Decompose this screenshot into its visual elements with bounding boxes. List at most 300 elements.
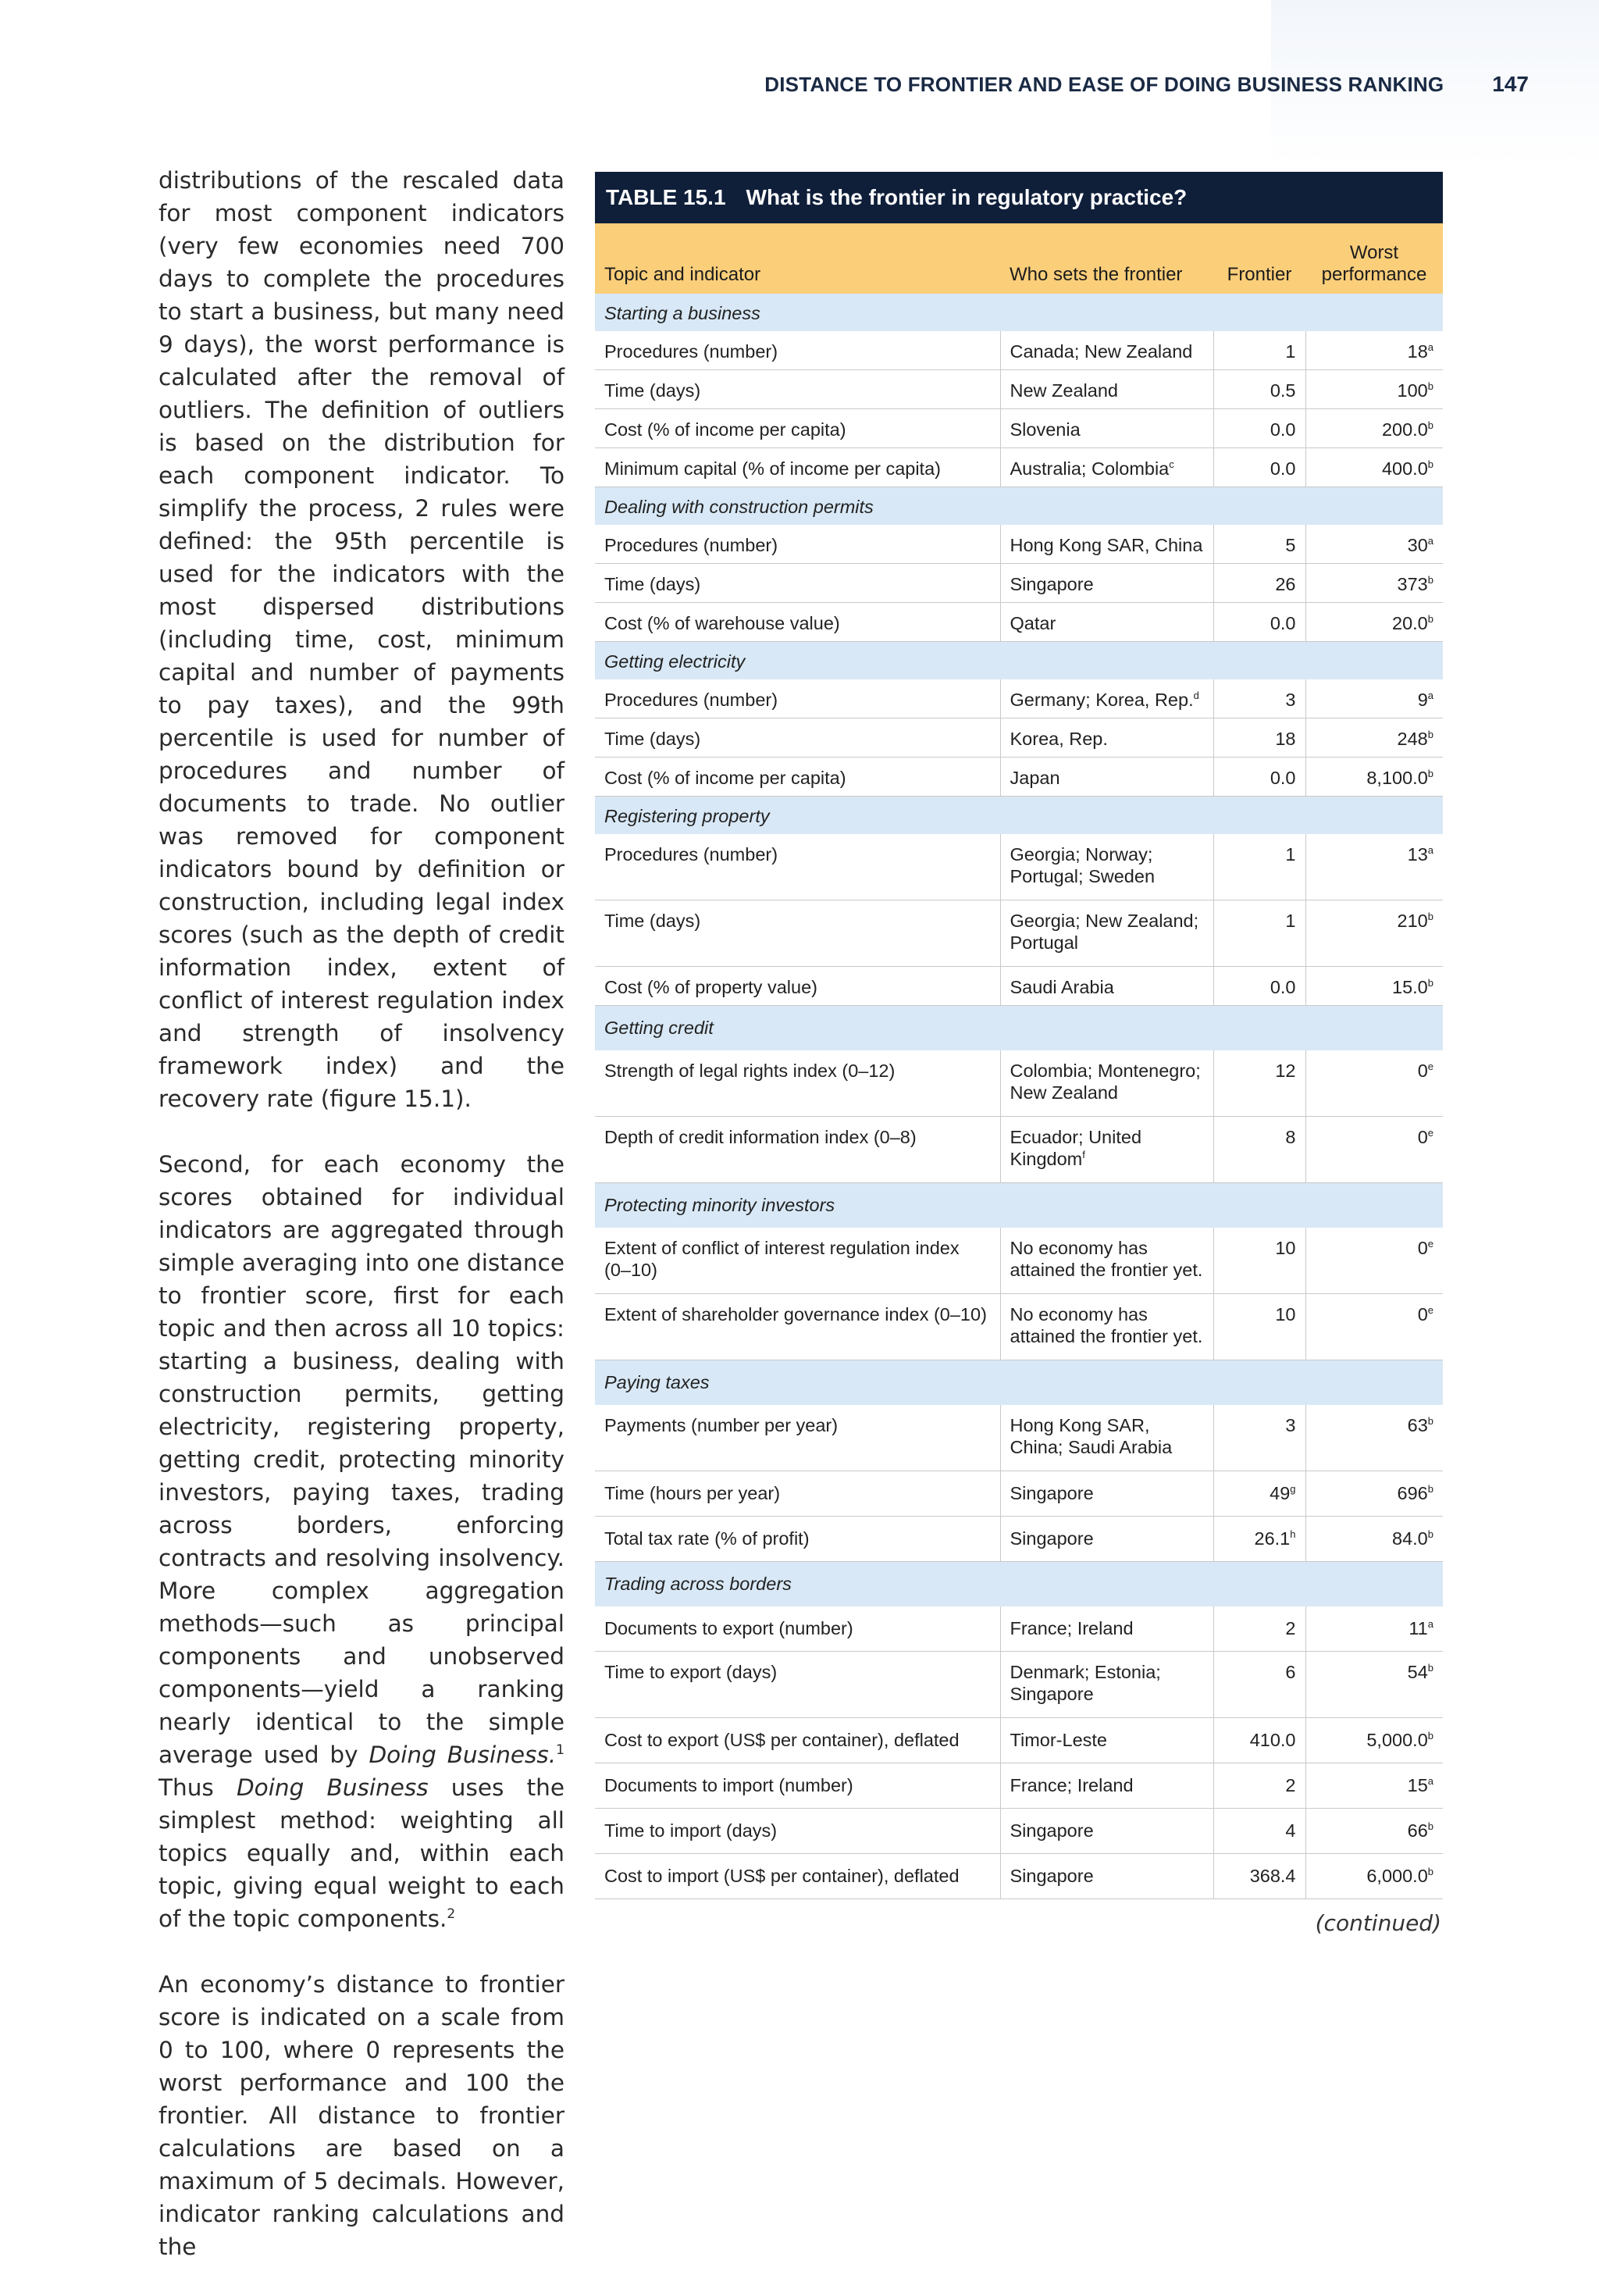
frontier-setter-cell-value: France; Ireland — [1010, 1775, 1134, 1795]
frontier-setter-cell-value: Colombia; Montenegro; New Zealand — [1010, 1061, 1201, 1103]
frontier-setter-cell — [1000, 1117, 1213, 1183]
frontier-value-cell-value: 0.0 — [1270, 613, 1296, 633]
indicator-cell-value: Cost (% of income per capita) — [604, 768, 846, 788]
indicator-cell — [595, 331, 1000, 370]
frontier-value-cell — [1213, 448, 1305, 487]
indicator-cell — [595, 1471, 1000, 1517]
frontier-setter-cell-value: Canada; New Zealand — [1010, 341, 1193, 362]
indicator-cell-value: Depth of credit information index (0–8) — [604, 1127, 917, 1147]
frontier-value-cell-value: 10 — [1275, 1304, 1296, 1324]
frontier-setter-cell — [1000, 679, 1213, 718]
frontier-value-cell — [1213, 834, 1305, 900]
frontier-value-cell — [1213, 758, 1305, 797]
table-row — [595, 1294, 1443, 1360]
worst-performance-cell — [1305, 718, 1443, 758]
indicator-cell-value: Extent of shareholder governance index (0–10) — [604, 1304, 987, 1324]
worst-performance-cell — [1305, 1050, 1443, 1117]
worst-performance-cell — [1305, 1294, 1443, 1360]
worst-performance-cell — [1305, 1471, 1443, 1517]
frontier-value-cell — [1213, 1854, 1305, 1899]
header-worst — [1305, 223, 1443, 294]
table-row — [595, 603, 1443, 642]
section-title: Paying taxes — [595, 1360, 1443, 1406]
footnote-marker: a — [1427, 844, 1433, 857]
worst-performance-cell — [1305, 409, 1443, 448]
frontier-value-cell — [1213, 1517, 1305, 1562]
frontier-value-cell — [1213, 900, 1305, 967]
frontier-value-cell — [1213, 718, 1305, 758]
table-row — [595, 1718, 1443, 1763]
worst-performance-cell-value: 200.0 — [1381, 419, 1428, 440]
worst-performance-cell-value: 8,100.0 — [1366, 768, 1428, 788]
frontier-setter-cell-value: Korea, Rep. — [1010, 729, 1108, 749]
worst-performance-cell-value: 210 — [1397, 911, 1428, 931]
footnote-marker: b — [1427, 1528, 1433, 1541]
indicator-cell — [595, 603, 1000, 642]
frontier-setter-cell — [1000, 1050, 1213, 1117]
worst-performance-cell — [1305, 1228, 1443, 1294]
table-title: What is the frontier in regulatory practice? — [746, 185, 1188, 209]
indicator-cell-value: Time to import (days) — [604, 1820, 778, 1841]
body-paragraph-3: An economy’s distance to frontier score is indicated on a scale from 0 to 100, where 0 represents the worst performance and 100 the frontier. All distance to frontier calculations are based on a maximum of 5 decimals. However, indicator ranking calculations and the — [158, 1971, 564, 2260]
table-row — [595, 718, 1443, 758]
frontier-setter-cell — [1000, 1763, 1213, 1809]
indicator-cell-value: Time (days) — [604, 574, 701, 594]
indicator-cell — [595, 1517, 1000, 1562]
worst-performance-cell-value: 9 — [1417, 690, 1428, 710]
worst-performance-cell-value: 0 — [1417, 1238, 1428, 1258]
frontier-setter-cell — [1000, 603, 1213, 642]
header-who: Who sets the frontier — [1000, 223, 1213, 294]
worst-performance-cell-value: 0 — [1417, 1061, 1428, 1081]
worst-performance-cell-value: 400.0 — [1381, 458, 1428, 479]
frontier-value-cell-value: 0.0 — [1270, 977, 1296, 997]
section-row — [595, 294, 1443, 331]
frontier-value-cell — [1213, 1294, 1305, 1360]
worst-performance-cell-value: 696 — [1397, 1483, 1428, 1503]
table-header-row — [595, 223, 1443, 294]
section-row — [595, 1183, 1443, 1228]
worst-performance-cell — [1305, 758, 1443, 797]
footnote-marker: f — [1082, 1149, 1085, 1161]
frontier-value-cell — [1213, 1471, 1305, 1517]
worst-performance-cell-value: 63 — [1407, 1415, 1428, 1435]
frontier-value-cell — [1213, 1050, 1305, 1117]
frontier-setter-cell — [1000, 409, 1213, 448]
table-row — [595, 409, 1443, 448]
footnote-marker: b — [1427, 613, 1433, 626]
worst-performance-cell — [1305, 1517, 1443, 1562]
indicator-cell — [595, 564, 1000, 603]
frontier-setter-cell — [1000, 1294, 1213, 1360]
frontier-setter-cell-value: Ecuador; United Kingdom — [1010, 1127, 1142, 1169]
frontier-setter-cell-value: Slovenia — [1010, 419, 1081, 440]
frontier-value-cell — [1213, 564, 1305, 603]
indicator-cell-value: Cost (% of income per capita) — [604, 419, 846, 440]
worst-performance-cell-value: 100 — [1397, 380, 1428, 401]
header-worst-line2: performance — [1321, 264, 1427, 285]
section-row — [595, 797, 1443, 835]
section-title: Trading across borders — [595, 1562, 1443, 1607]
section-title: Getting electricity — [595, 642, 1443, 680]
body-paragraph-2 — [158, 1148, 564, 1935]
frontier-setter-cell — [1000, 834, 1213, 900]
footnote-marker: c — [1169, 458, 1174, 471]
frontier-value-cell-value: 5 — [1285, 535, 1296, 555]
table-row — [595, 758, 1443, 797]
worst-performance-cell — [1305, 1809, 1443, 1854]
frontier-setter-cell-value: Saudi Arabia — [1010, 977, 1114, 997]
indicator-cell — [595, 1228, 1000, 1294]
table-row — [595, 1405, 1443, 1471]
footnote-marker: a — [1427, 535, 1433, 547]
header-frontier: Frontier — [1213, 223, 1305, 294]
frontier-setter-cell-value: Georgia; Norway; Portugal; Sweden — [1010, 844, 1156, 886]
indicator-cell-value: Payments (number per year) — [604, 1415, 839, 1435]
continued-note: (continued) — [1315, 1910, 1441, 1936]
table-row — [595, 370, 1443, 409]
endnote-ref-2: 2 — [447, 1906, 456, 1923]
indicator-cell — [595, 1854, 1000, 1899]
indicator-cell — [595, 1117, 1000, 1183]
body-text-column — [158, 164, 564, 2296]
frontier-value-cell-value: 2 — [1285, 1775, 1296, 1795]
section-row — [595, 1562, 1443, 1607]
footnote-marker: h — [1290, 1528, 1296, 1541]
frontier-setter-cell — [1000, 1471, 1213, 1517]
frontier-value-cell-value: 0.5 — [1270, 380, 1296, 401]
frontier-setter-cell — [1000, 370, 1213, 409]
frontier-value-cell-value: 49 — [1270, 1483, 1291, 1503]
indicator-cell-value: Cost (% of property value) — [604, 977, 817, 997]
frontier-setter-cell — [1000, 718, 1213, 758]
frontier-setter-cell — [1000, 1718, 1213, 1763]
worst-performance-cell — [1305, 1854, 1443, 1899]
frontier-setter-cell-value: Singapore — [1010, 1528, 1094, 1549]
worst-performance-cell-value: 15.0 — [1392, 977, 1428, 997]
indicator-cell — [595, 967, 1000, 1006]
worst-performance-cell-value: 66 — [1407, 1820, 1428, 1841]
indicator-cell-value: Procedures (number) — [604, 844, 778, 865]
indicator-cell — [595, 1652, 1000, 1718]
indicator-cell — [595, 1606, 1000, 1652]
footnote-marker: a — [1427, 1618, 1433, 1631]
frontier-value-cell-value: 2 — [1285, 1618, 1296, 1638]
table-row — [595, 900, 1443, 967]
table-row — [595, 525, 1443, 564]
indicator-cell-value: Cost (% of warehouse value) — [604, 613, 840, 633]
indicator-cell — [595, 1405, 1000, 1471]
frontier-setter-cell-value: Denmark; Estonia; Singapore — [1010, 1662, 1161, 1704]
footnote-marker: b — [1427, 729, 1433, 741]
indicator-cell-value: Total tax rate (% of profit) — [604, 1528, 810, 1549]
table-row — [595, 331, 1443, 370]
frontier-setter-cell-value: Singapore — [1010, 1866, 1094, 1886]
table-label: TABLE 15.1 — [606, 185, 726, 209]
frontier-setter-cell-value: Singapore — [1010, 1483, 1094, 1503]
worst-performance-cell-value: 15 — [1407, 1775, 1428, 1795]
frontier-setter-cell-value: No economy has attained the frontier yet. — [1010, 1238, 1203, 1280]
worst-performance-cell — [1305, 967, 1443, 1006]
indicator-cell-value: Procedures (number) — [604, 690, 778, 710]
table-row — [595, 1809, 1443, 1854]
worst-performance-cell-value: 84.0 — [1392, 1528, 1428, 1549]
indicator-cell — [595, 448, 1000, 487]
footnote-marker: g — [1290, 1483, 1296, 1496]
frontier-setter-cell — [1000, 331, 1213, 370]
section-row — [595, 1006, 1443, 1051]
frontier-setter-cell-value: Georgia; New Zealand; Portugal — [1010, 911, 1199, 953]
frontier-value-cell — [1213, 1718, 1305, 1763]
footnote-marker: b — [1427, 977, 1433, 989]
worst-performance-cell-value: 0 — [1417, 1304, 1428, 1324]
frontier-setter-cell — [1000, 758, 1213, 797]
worst-performance-cell — [1305, 603, 1443, 642]
indicator-cell-value: Documents to import (number) — [604, 1775, 853, 1795]
section-row — [595, 1360, 1443, 1406]
footnote-marker: e — [1427, 1238, 1433, 1250]
indicator-cell-value: Time (days) — [604, 380, 701, 401]
worst-performance-cell-value: 54 — [1407, 1662, 1428, 1682]
table-title-banner — [595, 172, 1443, 223]
worst-performance-cell — [1305, 370, 1443, 409]
frontier-setter-cell-value: Singapore — [1010, 1820, 1094, 1841]
indicator-cell-value: Time to export (days) — [604, 1662, 778, 1682]
footnote-marker: b — [1427, 768, 1433, 780]
table-row — [595, 448, 1443, 487]
page-number: 147 — [1492, 72, 1529, 96]
running-header — [764, 69, 1529, 100]
worst-performance-cell-value: 5,000.0 — [1366, 1730, 1428, 1750]
frontier-value-cell-value: 26.1 — [1254, 1528, 1291, 1549]
footnote-marker: b — [1427, 1415, 1433, 1428]
frontier-value-cell — [1213, 525, 1305, 564]
frontier-value-cell-value: 18 — [1275, 729, 1296, 749]
indicator-cell — [595, 525, 1000, 564]
table-row — [595, 1854, 1443, 1899]
frontier-value-cell — [1213, 409, 1305, 448]
frontier-table — [595, 172, 1443, 1936]
footnote-marker: e — [1427, 1061, 1433, 1073]
worst-performance-cell-value: 20.0 — [1392, 613, 1428, 633]
indicator-cell — [595, 1294, 1000, 1360]
frontier-value-cell-value: 12 — [1275, 1061, 1296, 1081]
frontier-value-cell — [1213, 967, 1305, 1006]
frontier-value-cell — [1213, 331, 1305, 370]
frontier-setter-cell-value: Hong Kong SAR, China — [1010, 535, 1203, 555]
footnote-marker: b — [1427, 1483, 1433, 1496]
worst-performance-cell — [1305, 679, 1443, 718]
worst-performance-cell — [1305, 834, 1443, 900]
body-paragraph-1: distributions of the rescaled data for most component indicators (very few economies need 700 days to complete the procedures to start a business, but many need 9 days), the worst performance is calculated after the removal of outliers. The definition of outliers is based on the distribution for each component indicator. To simplify the process, 2 rules were defined: the 95th percentile is used for the indicators with the most dispersed distributions (including time, cost, minimum capital and number of payments to pay taxes), and the 99th percentile is used for number of procedures and number of documents to trade. No outlier was removed for component indicators bound by definition or construction, including legal index scores (such as the depth of credit information index, extent of conflict of interest regulation index and strength of insolvency framework index) and the recovery rate (figure 15.1). — [158, 167, 564, 1112]
frontier-value-cell-value: 410.0 — [1249, 1730, 1296, 1750]
frontier-value-cell-value: 26 — [1275, 574, 1296, 594]
frontier-setter-cell — [1000, 900, 1213, 967]
worst-performance-cell-value: 0 — [1417, 1127, 1428, 1147]
frontier-setter-cell-value: Timor-Leste — [1010, 1730, 1107, 1750]
frontier-setter-cell-value: Japan — [1010, 768, 1060, 788]
frontier-setter-cell-value: Singapore — [1010, 574, 1094, 594]
frontier-setter-cell — [1000, 564, 1213, 603]
worst-performance-cell-value: 18 — [1407, 341, 1428, 362]
worst-performance-cell-value: 6,000.0 — [1366, 1866, 1428, 1886]
indicator-cell-value: Documents to export (number) — [604, 1618, 853, 1638]
indicator-cell-value: Strength of legal rights index (0–12) — [604, 1061, 896, 1081]
table-row — [595, 1117, 1443, 1183]
worst-performance-cell — [1305, 525, 1443, 564]
indicator-cell-value: Extent of conflict of interest regulation index (0–10) — [604, 1238, 960, 1280]
footnote-marker: b — [1427, 574, 1433, 586]
header-topic: Topic and indicator — [595, 223, 1000, 294]
footnote-marker: a — [1427, 690, 1433, 702]
footnote-marker: b — [1427, 1820, 1433, 1833]
frontier-value-cell — [1213, 679, 1305, 718]
frontier-value-cell — [1213, 1652, 1305, 1718]
worst-performance-cell — [1305, 1718, 1443, 1763]
frontier-setter-cell — [1000, 1228, 1213, 1294]
frontier-setter-cell-value: Hong Kong SAR, China; Saudi Arabia — [1010, 1415, 1173, 1457]
frontier-setter-cell-value: New Zealand — [1010, 380, 1118, 401]
frontier-setter-cell — [1000, 525, 1213, 564]
section-title: Dealing with construction permits — [595, 487, 1443, 526]
footnote-marker: b — [1427, 380, 1433, 393]
frontier-value-cell-value: 3 — [1285, 1415, 1296, 1435]
indicator-cell — [595, 1809, 1000, 1854]
worst-performance-cell — [1305, 1606, 1443, 1652]
para2-text-c: uses the simplest method: weighting all topics equally and, within each topic, giving equal weight to each of the topic components. — [158, 1774, 564, 1932]
frontier-value-cell-value: 0.0 — [1270, 768, 1296, 788]
frontier-value-cell-value: 6 — [1285, 1662, 1296, 1682]
frontier-value-cell — [1213, 370, 1305, 409]
frontier-value-cell-value: 0.0 — [1270, 419, 1296, 440]
footnote-marker: b — [1427, 1662, 1433, 1674]
frontier-setter-cell — [1000, 1652, 1213, 1718]
indicator-cell-value: Time (hours per year) — [604, 1483, 781, 1503]
frontier-value-cell — [1213, 1228, 1305, 1294]
table-row — [595, 1517, 1443, 1562]
footnote-marker: a — [1427, 1775, 1433, 1788]
footnote-marker: e — [1427, 1127, 1433, 1139]
table-row — [595, 564, 1443, 603]
worst-performance-cell-value: 373 — [1397, 574, 1428, 594]
section-row — [595, 642, 1443, 680]
table-row — [595, 967, 1443, 1006]
frontier-setter-cell-value: Qatar — [1010, 613, 1056, 633]
indicator-cell — [595, 370, 1000, 409]
frontier-value-cell-value: 1 — [1285, 341, 1296, 362]
footnote-marker: b — [1427, 1730, 1433, 1742]
table-row — [595, 1471, 1443, 1517]
footnote-marker: e — [1427, 1304, 1433, 1317]
table-row — [595, 1652, 1443, 1718]
table-row — [595, 679, 1443, 718]
worst-performance-cell — [1305, 1117, 1443, 1183]
frontier-value-cell-value: 3 — [1285, 690, 1296, 710]
frontier-setter-cell — [1000, 967, 1213, 1006]
frontier-value-cell — [1213, 603, 1305, 642]
worst-performance-cell — [1305, 1652, 1443, 1718]
frontier-setter-cell-value: No economy has attained the frontier yet. — [1010, 1304, 1203, 1346]
worst-performance-cell — [1305, 1763, 1443, 1809]
para2-emphasis-2: Doing Business — [236, 1774, 429, 1801]
table-row — [595, 1050, 1443, 1117]
frontier-value-cell-value: 1 — [1285, 911, 1296, 931]
indicator-cell-value: Cost to import (US$ per container), deflated — [604, 1866, 960, 1886]
frontier-value-cell — [1213, 1117, 1305, 1183]
indicator-cell — [595, 718, 1000, 758]
indicator-cell-value: Time (days) — [604, 911, 701, 931]
frontier-setter-cell-value: Australia; Colombia — [1010, 458, 1170, 479]
footnote-marker: b — [1427, 419, 1433, 432]
frontier-setter-cell — [1000, 1606, 1213, 1652]
frontier-value-cell-value: 0.0 — [1270, 458, 1296, 479]
section-row — [595, 487, 1443, 526]
frontier-setter-cell — [1000, 1405, 1213, 1471]
section-title: Protecting minority investors — [595, 1183, 1443, 1228]
frontier-setter-cell — [1000, 1517, 1213, 1562]
table-row — [595, 1228, 1443, 1294]
frontier-value-cell-value: 368.4 — [1249, 1866, 1296, 1886]
worst-performance-cell — [1305, 448, 1443, 487]
frontier-setter-cell — [1000, 1809, 1213, 1854]
frontier-value-cell — [1213, 1606, 1305, 1652]
indicator-cell — [595, 1050, 1000, 1117]
worst-performance-cell-value: 11 — [1408, 1618, 1428, 1638]
worst-performance-cell — [1305, 1405, 1443, 1471]
frontier-data-table — [595, 223, 1443, 1899]
worst-performance-cell-value: 30 — [1407, 535, 1428, 555]
indicator-cell — [595, 900, 1000, 967]
table-row — [595, 834, 1443, 900]
frontier-value-cell — [1213, 1809, 1305, 1854]
table-row — [595, 1606, 1443, 1652]
indicator-cell-value: Cost to export (US$ per container), deflated — [604, 1730, 960, 1750]
frontier-value-cell — [1213, 1763, 1305, 1809]
worst-performance-cell — [1305, 900, 1443, 967]
frontier-value-cell-value: 10 — [1275, 1238, 1296, 1258]
section-title: Starting a business — [595, 294, 1443, 331]
indicator-cell-value: Time (days) — [604, 729, 701, 749]
worst-performance-cell — [1305, 331, 1443, 370]
para2-text-a: Second, for each economy the scores obtained for individual indicators are aggregated through simple averaging into one distance to frontier score, first for each topic and then across all 10 topics: starting a business, dealing with construction permits, getting electricity, registering property, getting credit, protecting minority investors, paying taxes, trading across borders, enforcing contracts and resolving insolvency. More complex aggregation methods—such as principal components and unobserved components—yield a ranking nearly identical to the simple average used by — [158, 1151, 564, 1768]
footnote-marker: a — [1427, 341, 1433, 354]
frontier-setter-cell-value: Germany; Korea, Rep. — [1010, 690, 1194, 710]
footnote-marker: b — [1427, 458, 1433, 471]
table-row — [595, 1763, 1443, 1809]
frontier-setter-cell-value: France; Ireland — [1010, 1618, 1134, 1638]
indicator-cell-value: Procedures (number) — [604, 535, 778, 555]
section-title: Getting credit — [595, 1006, 1443, 1051]
worst-performance-cell — [1305, 564, 1443, 603]
indicator-cell — [595, 834, 1000, 900]
worst-performance-cell-value: 13 — [1407, 844, 1428, 865]
running-title: DISTANCE TO FRONTIER AND EASE OF DOING BUSINESS RANKING — [764, 72, 1444, 96]
frontier-value-cell-value: 4 — [1285, 1820, 1296, 1841]
section-title: Registering property — [595, 797, 1443, 835]
header-worst-line1: Worst — [1349, 242, 1399, 263]
para2-emphasis-1: Doing Business. — [369, 1742, 557, 1768]
indicator-cell — [595, 758, 1000, 797]
frontier-value-cell-value: 8 — [1285, 1127, 1296, 1147]
frontier-setter-cell — [1000, 448, 1213, 487]
indicator-cell — [595, 1763, 1000, 1809]
worst-performance-cell-value: 248 — [1397, 729, 1428, 749]
footnote-marker: b — [1427, 1866, 1433, 1878]
para2-text-b: Thus — [158, 1774, 237, 1801]
indicator-cell — [595, 409, 1000, 448]
endnote-ref-1: 1 — [556, 1742, 564, 1759]
frontier-value-cell — [1213, 1405, 1305, 1471]
